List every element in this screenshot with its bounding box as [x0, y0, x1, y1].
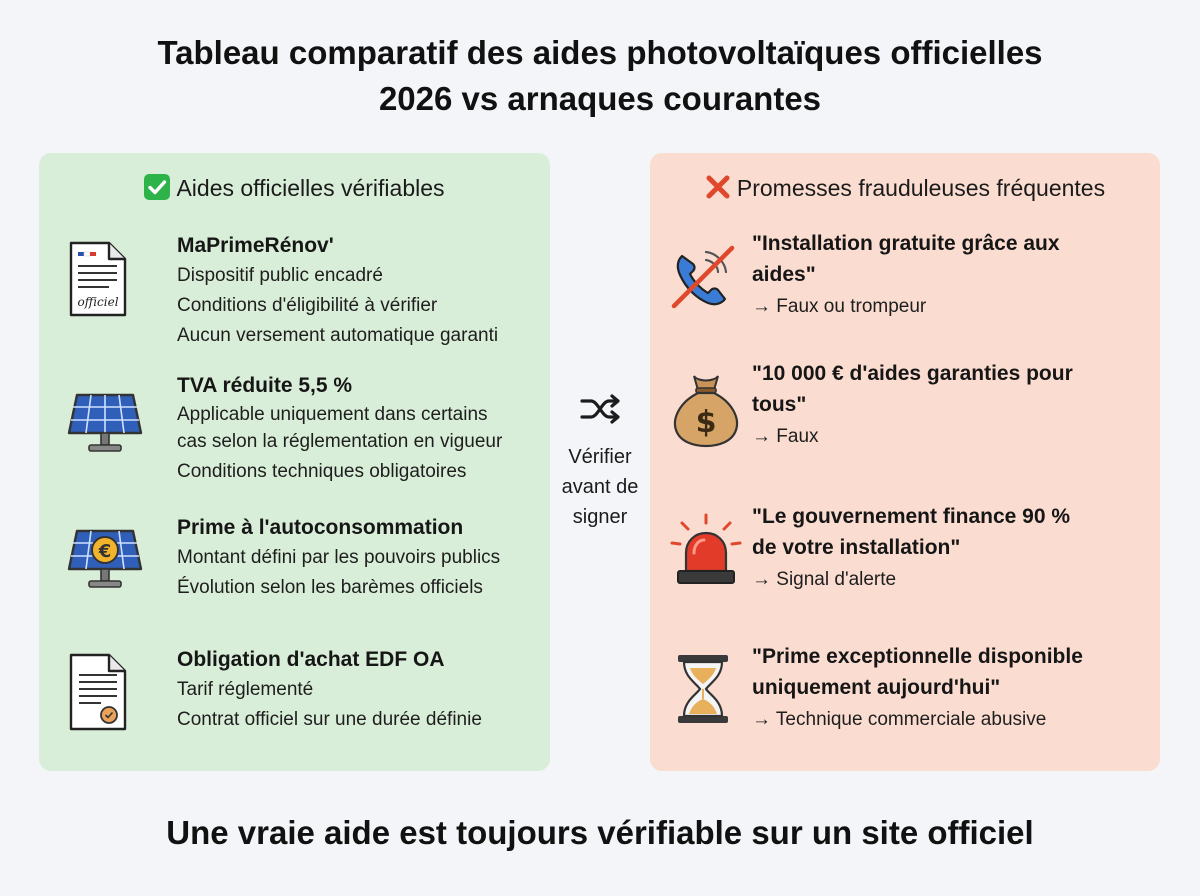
scam-quote: uniquement aujourd'hui"	[752, 676, 1001, 699]
scam-quote: tous"	[752, 393, 807, 416]
contract-document-icon	[65, 651, 145, 731]
official-aids-heading-label: Aides officielles vérifiables	[176, 175, 445, 201]
page-title	[0, 30, 1200, 122]
scam-verdict: → Faux	[752, 426, 819, 447]
scam-quote: "10 000 € d'aides garanties pour	[752, 362, 1073, 385]
scam-verdict: → Faux ou trompeur	[752, 296, 927, 317]
aid-detail: Applicable uniquement dans certains	[177, 404, 488, 425]
title-line-2: 2026 vs arnaques courantes	[378, 80, 822, 117]
verify-line: avant de	[561, 476, 639, 498]
fraudulent-promises-heading	[650, 171, 1160, 205]
footer-message: Une vraie aide est toujours vérifiable sur un site officiel	[166, 814, 1034, 851]
svg-text:officiel: officiel	[77, 295, 119, 309]
red-cross-icon	[705, 174, 731, 200]
aid-detail: Conditions d'éligibilité à vérifier	[177, 295, 438, 316]
solar-panel-icon	[65, 385, 145, 465]
aid-detail: Tarif réglementé	[177, 679, 314, 700]
verify-before-signing	[550, 392, 650, 532]
scam-quote: "Installation gratuite grâce aux	[752, 232, 1060, 255]
scam-quote: aides"	[752, 263, 816, 286]
aid-title: Obligation d'achat EDF OA	[177, 648, 445, 671]
alarm-siren-icon	[668, 513, 748, 593]
hourglass-icon	[668, 651, 748, 731]
verify-line: signer	[572, 506, 628, 528]
shuffle-icon	[550, 392, 650, 426]
fraudulent-promises-panel	[650, 153, 1160, 771]
official-aids-panel	[39, 153, 550, 771]
aid-detail: Dispositif public encadré	[177, 265, 383, 286]
title-line-1: Tableau comparatif des aides photovoltaïques officielles	[157, 34, 1043, 71]
scam-verdict: → Technique commerciale abusive	[752, 709, 1047, 730]
svg-text:€: €	[98, 541, 112, 562]
verify-line: Vérifier	[568, 446, 632, 468]
solar-panel-euro-icon	[65, 521, 145, 601]
scam-quote: "Prime exceptionnelle disponible	[752, 645, 1083, 668]
aid-detail: Montant défini par les pouvoirs publics	[177, 547, 501, 568]
official-aids-heading	[39, 171, 550, 205]
aid-title: TVA réduite 5,5 %	[177, 374, 353, 397]
crossed-phone-icon	[668, 242, 748, 322]
aid-detail: cas selon la réglementation en vigueur	[177, 431, 503, 452]
aid-detail: Évolution selon les barèmes officiels	[177, 577, 483, 598]
scam-verdict: → Signal d'alerte	[752, 569, 897, 590]
aid-detail: Contrat officiel sur une durée définie	[177, 709, 482, 730]
green-check-icon	[144, 174, 170, 200]
aid-detail: Conditions techniques obligatoires	[177, 461, 467, 482]
fraudulent-promises-heading-label: Promesses frauduleuses fréquentes	[736, 175, 1106, 201]
aid-title: MaPrimeRénov'	[177, 234, 334, 257]
scam-quote: "Le gouvernement finance 90 %	[752, 505, 1071, 528]
svg-text:$: $	[695, 405, 717, 440]
official-document-icon	[65, 231, 145, 311]
scam-quote: de votre installation"	[752, 536, 961, 559]
aid-title: Prime à l'autoconsommation	[177, 516, 464, 539]
money-bag-icon	[668, 366, 748, 446]
aid-detail: Aucun versement automatique garanti	[177, 325, 499, 346]
